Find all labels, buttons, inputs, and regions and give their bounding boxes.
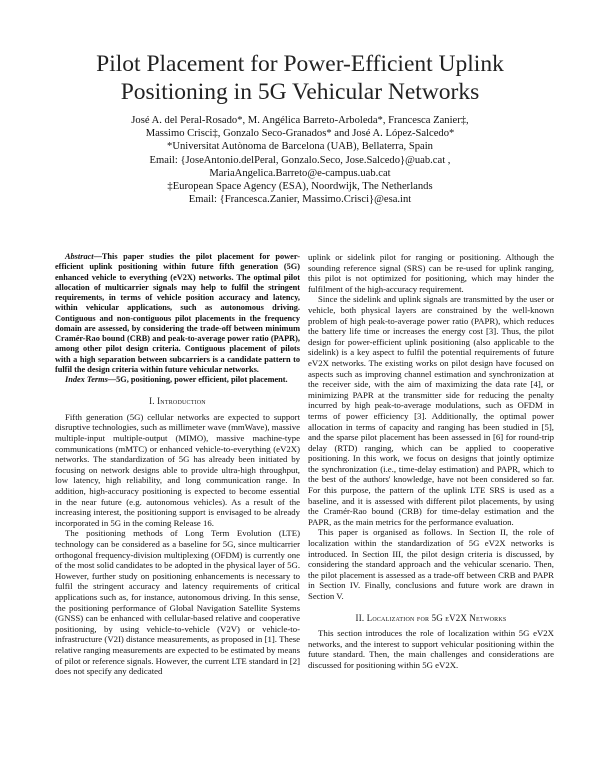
intro-paragraph-5: This paper is organised as follows. In Section II, the role of localization within the standardization of 5G eV2X networks is introduced. In Section III, the pilot design criteria is discussed, by considering the standard approach and the vehicular scenario. Then, the pilot placement is assessed as a trade-off between CRB and PAPR in Section IV. Finally, conclusions and future work are drawn in Section V. [308,527,554,601]
email-uab-2: MariaAngelica.Barreto@e-campus.uab.cat [209,167,391,179]
intro-paragraph-4: Since the sidelink and uplink signals are transmitted by the user or vehicle, both physical layers are constrained by the well-known problem of high peak-to-average power ratio (PAPR), which reduces the battery life time or increases the energy cost [3]. Thus, the pilot design for power-efficient uplink positioning (also applicable to the sidelink) is a key aspect to fulfil the potential requirements of future eV2X networks. The existing works on pilot design have focused on aspects such as improving channel estimation and synchronization at the receiver side, with the aim of maximizing the data rate [4], or minimizing PAPR at the transmitter side for reducing the penalty incurred by high peak-to-average modulations, such as OFDM in terms of power efficiency [3]. Additionally, the optimal power allocation in terms of capacity and ranging has been studied in [5], and the sparse pilot placement has been assessed in [6] for round-trip delay (RTD) ranging, which can be applied to cooperative positioning. In this work, we focus on designs that jointly optimize the synchronization (i.e., time-delay estimation) and PAPR, which to the best of the authors' knowledge, have not been considered so far. For this purpose, the pattern of the uplink LTE SRS is used as a baseline, and it is assessed with different pilot placements, by using the Cramér-Rao bound (CRB) for time-delay estimation and the PAPR, as the main metrics for the performance evaluation. [308,294,554,527]
email-esa: Email: {Francesca.Zanier, Massimo.Crisci}@esa.int [188,194,412,206]
section-1-heading: I. Introduction [149,396,206,407]
abstract-lead: Abstract [65,252,94,261]
abstract [55,252,300,375]
author-line-2: Massimo Crisci‡, Gonzalo Seco-Granados* and José A. López-Salcedo* [145,128,455,140]
left-column [55,252,300,677]
intro-paragraph-2: The positioning methods of Long Term Evolution (LTE) technology can be considered as a baseline for 5G, since multicarrier orthogonal frequency-division multiplexing (OFDM) is currently one of the most solid candidates to be adopted in the physical layer of 5G. However, further study on positioning enhancements is necessary to fulfil the stringent accuracy and latency requirements of critical applications such as, for instance, autonomous driving. In this sense, the positioning performance of Global Navigation Satellite Systems (GNSS) can be enhanced with cellular-based relative and cooperative positioning, by using vehicle-to-vehicle (V2V) or vehicle-to-infrastructure (V2I) distance measurements, as proposed in [1]. These relative ranging measurements are expected to be estimated by means of pilot or reference signals. However, the current LTE standard in [2] does not specify any dedicated [55,528,300,677]
paper-title: Pilot Placement for Power-Efficient Uplink Positioning in 5G Vehicular Networks [96,51,504,105]
right-column [308,252,554,671]
email-uab: Email: {JoseAntonio.delPeral, Gonzalo.Seco, Jose.Salcedo}@uab.cat , [149,154,451,166]
abstract-text: —This paper studies the pilot placement for power-efficient uplink positioning within future fifth generation (5G) enhanced vehicle to everything (eV2X) networks. The optimal pilot allocation of multicarrier signals may help to fulfil the stringent requirements, in terms of vehicle position accuracy and latency, within vehicular applications, such as autonomous driving. Contiguous and non-contiguous pilot placements in the frequency domain are assessed, by considering the trade-off between minimum Cramér-Rao bound (CRB) and peak-to-average power ratio (PAPR), among other pilot design criteria. Contiguous placement of pilots with a high separation between subcarriers is a candidate pattern to fulfil the design criteria within future vehicular networks. [55,252,300,374]
intro-paragraph-3: uplink or sidelink pilot for ranging or positioning. Although the sounding reference signal (SRS) can be re-used for uplink ranging, this pilot is not optimized for positioning, which may hinder the fulfilment of the high-accuracy requirement. [308,252,554,294]
affiliation-esa: ‡European Space Agency (ESA), Noordwijk, The Netherlands [167,181,433,193]
index-terms-text: —5G, positioning, power efficient, pilot placement. [107,375,288,384]
section-2-heading: II. Localization for 5G eV2X Networks [355,612,507,623]
author-block [60,114,540,206]
index-terms [55,375,300,385]
affiliation-uab: *Universitat Autònoma de Barcelona (UAB), Bellaterra, Spain [167,141,433,153]
intro-paragraph-1: Fifth generation (5G) cellular networks are expected to support disruptive technologies, such as millimeter wave (mmWave), massive multiple-input multiple-output (MIMO), massive machine-type communications (mMTC) or enhanced vehicle-to-everything (eV2X) networks. The standardization of 5G has already been initiated by focusing on network designs able to provide ultra-high throughput, low latency, high reliability, and long communication range. In addition, high-accuracy positioning is expected to become essential in the near future (e.g. autonomous vehicles). As a result of the increasing interest, the positioning support is envisaged to be already incorporated in 5G in the coming Release 16. [55,411,300,528]
index-terms-lead: Index Terms [65,375,108,384]
author-line-1: José A. del Peral-Rosado*, M. Angélica Barreto-Arboleda*, Francesca Zanier‡, [131,115,469,126]
section-2-paragraph-1: This section introduces the role of localization within 5G eV2X networks, and the interest to support vehicular positioning within the future standard. Then, the main challenges and considerations are discussed for positioning within 5G eV2X. [308,628,554,670]
